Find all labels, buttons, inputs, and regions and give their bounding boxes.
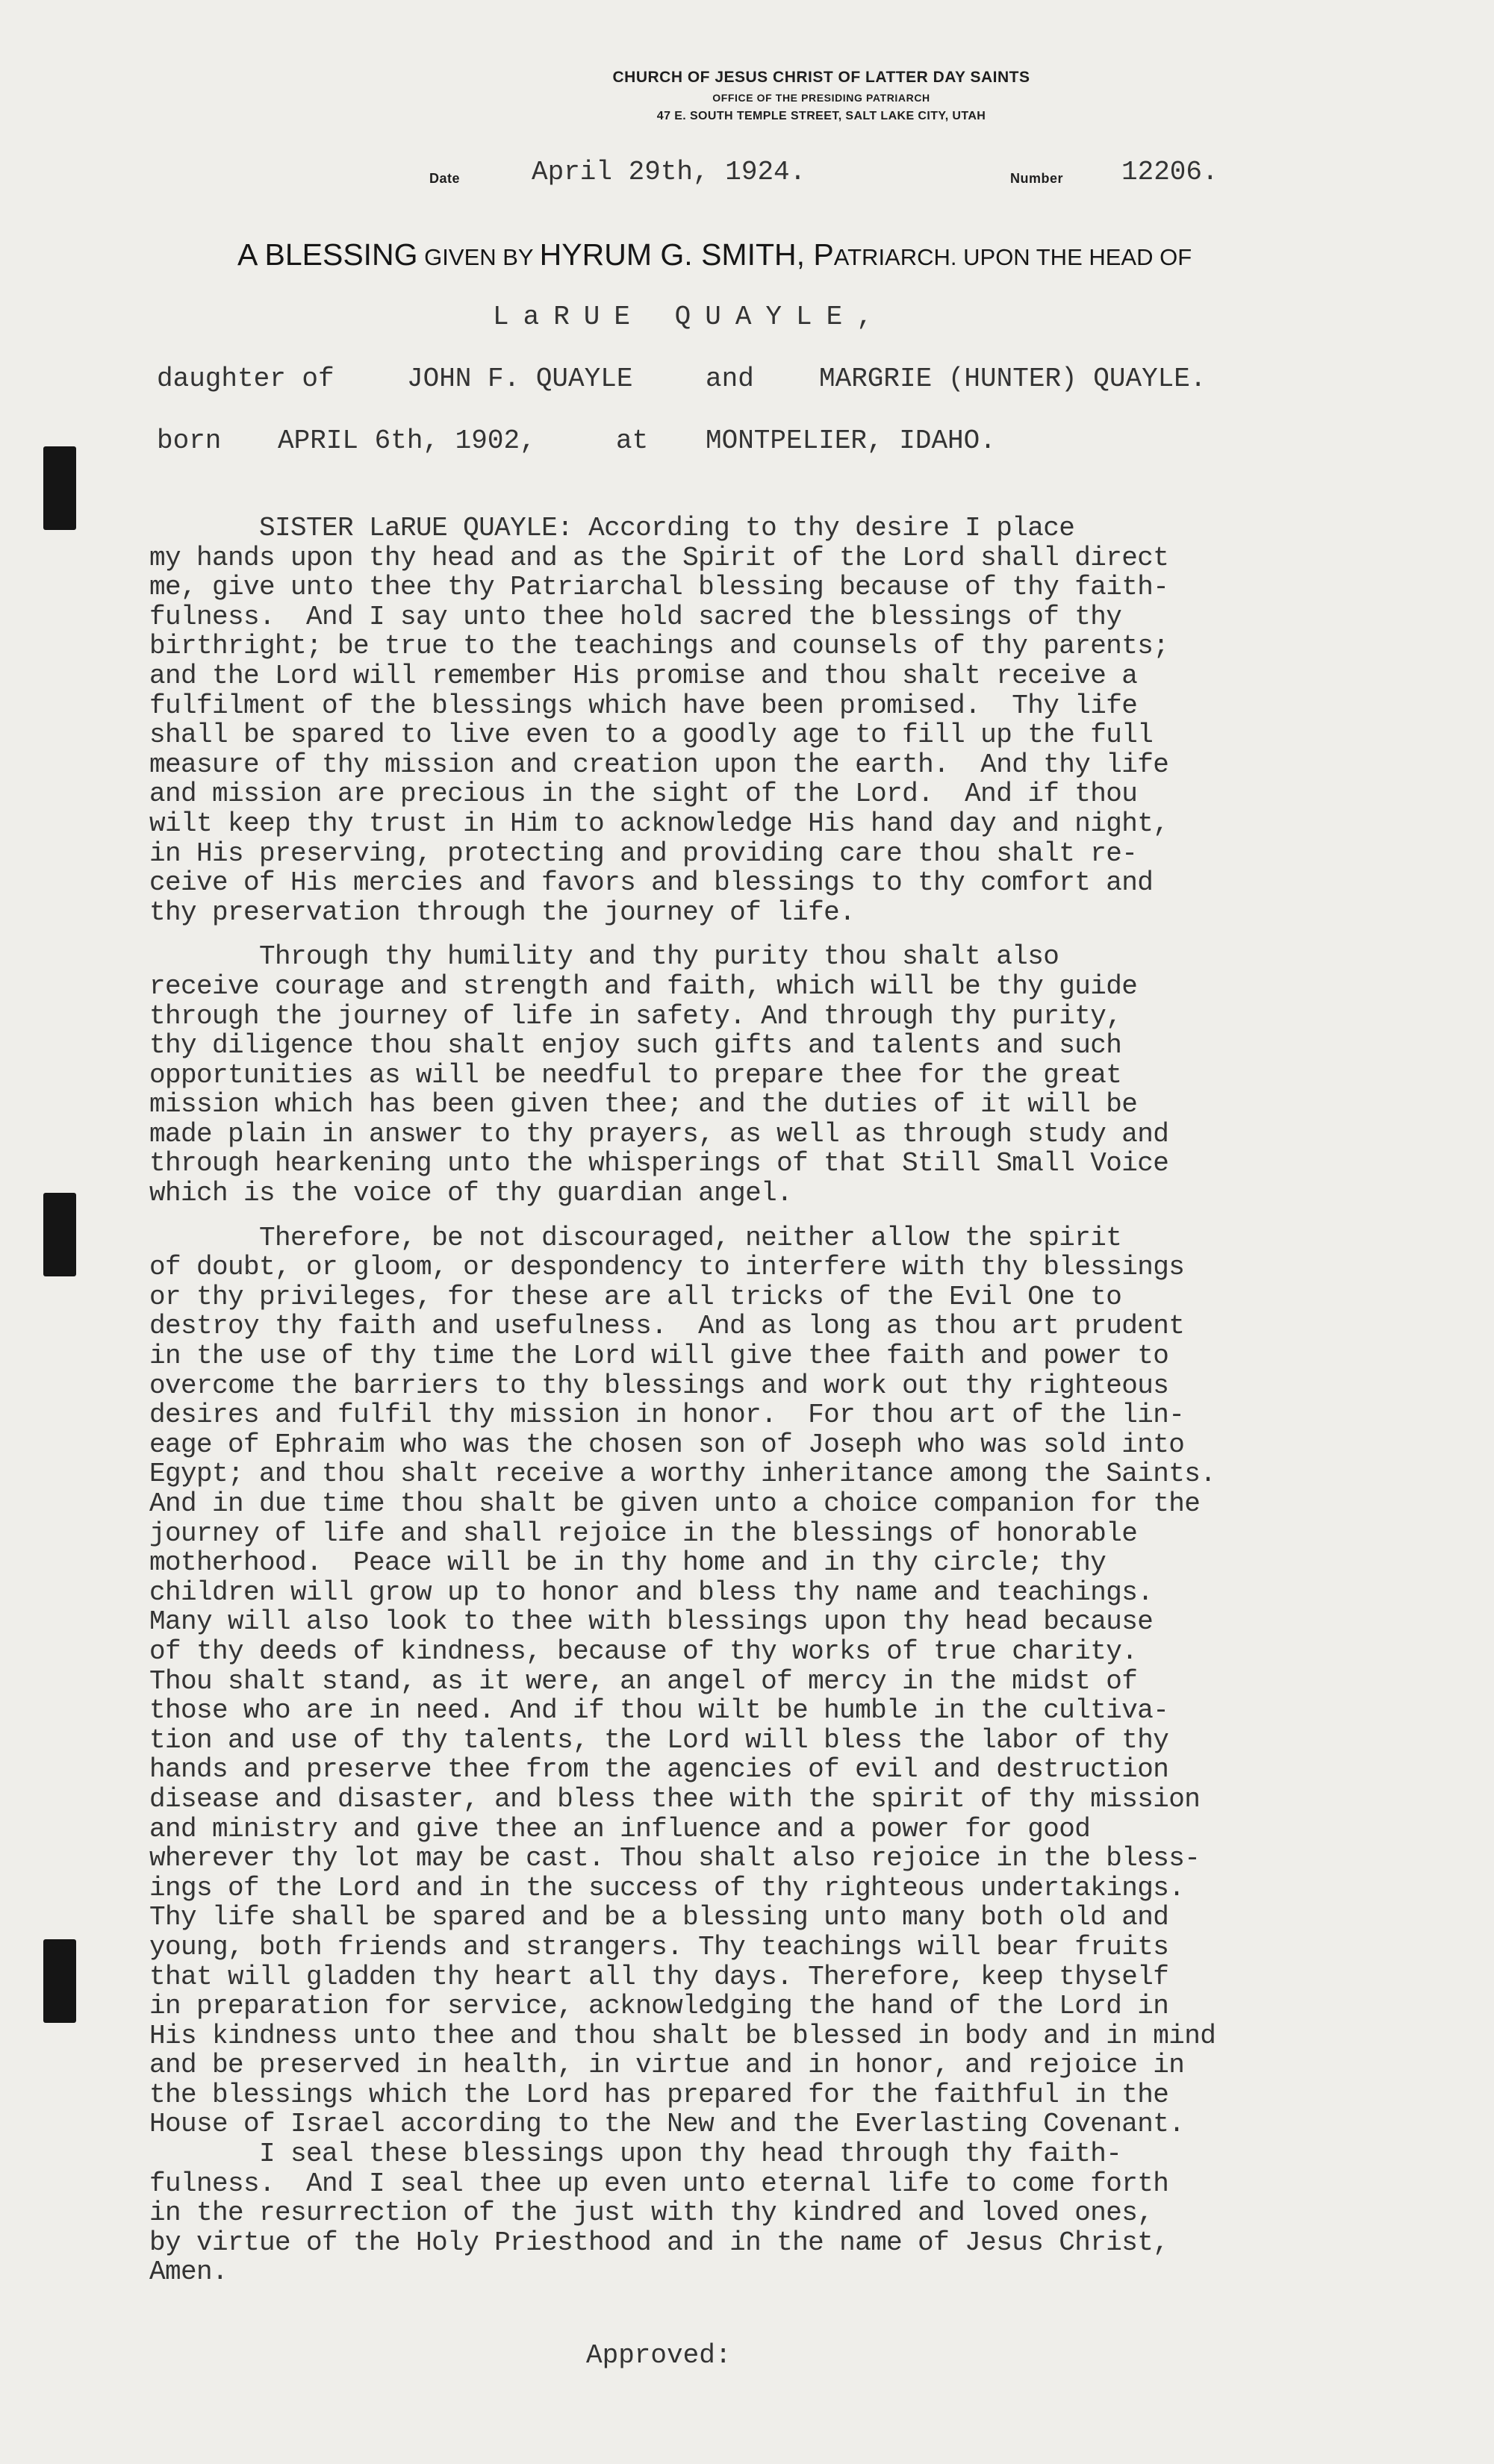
body-line: fulness. And I seal thee up even unto eternal life to come forth [149, 2168, 1169, 2199]
body-line: or thy privileges, for these are all tricks of the Evil One to [149, 1281, 1122, 1312]
body-line: through hearkening unto the whisperings of that Still Small Voice [149, 1148, 1169, 1179]
body-line: House of Israel according to the New and the Everlasting Covenant. [149, 2109, 1185, 2140]
body-line: His kindness unto thee and thou shalt be blessed in body and in mind [149, 2020, 1216, 2051]
body-line: overcome the barriers to thy blessings and work out thy righteous [149, 1370, 1169, 1401]
body-line: ceive of His mercies and favors and blessings to thy comfort and [149, 867, 1154, 899]
letterhead-office: OFFICE OF THE PRESIDING PATRIARCH [712, 92, 930, 104]
blessing-heading [237, 237, 1192, 272]
body-line: Through thy humility and thy purity thou shalt also [149, 941, 1059, 973]
body-line: shall be spared to live even to a goodly age to fill up the full [149, 720, 1154, 751]
body-line: Thy life shall be spared and be a blessing unto many both old and [149, 1902, 1169, 1933]
body-line: motherhood. Peace will be in thy home and in thy circle; thy [149, 1547, 1107, 1579]
body-line: mission which has been given thee; and the duties of it will be [149, 1089, 1138, 1120]
body-line: children will grow up to honor and bless thy name and teachings. [149, 1576, 1154, 1608]
date-label: Date [429, 171, 461, 186]
body-line: And in due time thou shalt be given unto a choice companion for the [149, 1488, 1201, 1519]
heading-a-blessing: A BLESSING [237, 237, 418, 272]
body-line [149, 1208, 1374, 1223]
punch-hole-bottom [43, 1939, 76, 2023]
body-line: SISTER LaRUE QUAYLE: According to thy desire I place [149, 513, 1075, 543]
body-line: wilt keep thy trust in Him to acknowledge His hand day and night, [149, 808, 1169, 839]
body-line: wherever thy lot may be cast. Thou shalt also rejoice in the bless- [149, 1843, 1201, 1874]
body-line: Amen. [149, 2256, 228, 2288]
body-line: young, both friends and strangers. Thy teachings will bear fruits [149, 1931, 1169, 1962]
birth-label: born [157, 425, 222, 456]
body-line: the blessings which the Lord has prepared for the faithful in the [149, 2079, 1169, 2110]
body-line: measure of thy mission and creation upon the earth. And thy life [149, 749, 1169, 780]
body-line: and the Lord will remember His promise and thou shalt receive a [149, 660, 1138, 691]
body-line: fulfilment of the blessings which have been promised. Thy life [149, 690, 1138, 721]
father-name: JOHN F. QUAYLE [407, 364, 633, 394]
body-line: which is the voice of thy guardian angel. [149, 1178, 793, 1209]
body-line [149, 927, 1374, 942]
body-line: journey of life and shall rejoice in the blessings of honorable [149, 1518, 1138, 1549]
body-line: and mission are precious in the sight of the Lord. And if thou [149, 779, 1138, 810]
body-line: and be preserved in health, in virtue and in honor, and rejoice in [149, 2050, 1185, 2081]
body-line: in preparation for service, acknowledging the hand of the Lord in [149, 1991, 1169, 2022]
body-line: that will gladden thy heart all thy days. Therefore, keep thyself [149, 1961, 1169, 1992]
body-line: and ministry and give thee an influence and a power for good [149, 1813, 1091, 1844]
body-line: hands and preserve thee from the agencies of evil and destruction [149, 1754, 1169, 1785]
body-line: thy preservation through the journey of life. [149, 896, 856, 928]
body-line: thy diligence thou shalt enjoy such gifts and talents and such [149, 1030, 1122, 1061]
number-label: Number [1010, 171, 1064, 186]
parents-label: daughter of [157, 364, 334, 394]
body-line: ings of the Lord and in the success of thy righteous undertakings. [149, 1872, 1185, 1903]
birth-place: MONTPELIER, IDAHO. [706, 425, 996, 456]
body-line: desires and fulfil thy mission in honor. For thou art of the lin- [149, 1400, 1185, 1431]
body-line: in His preserving, protecting and providing care thou shalt re- [149, 838, 1138, 869]
letterhead-organization: CHURCH OF JESUS CHRIST OF LATTER DAY SAINTS [612, 69, 1030, 86]
body-line: birthright; be true to the teachings and counsels of thy parents; [149, 631, 1169, 662]
body-line: Many will also look to thee with blessings upon thy head because [149, 1606, 1154, 1638]
body-line: I seal these blessings upon thy head through thy faith- [149, 2139, 1122, 2170]
number-value: 12206. [1121, 157, 1218, 187]
body-line: made plain in answer to thy prayers, as well as through study and [149, 1118, 1169, 1150]
body-line: by virtue of the Holy Priesthood and in the name of Jesus Christ, [149, 2227, 1169, 2258]
body-line: those who are in need. And if thou wilt be humble in the cultiva- [149, 1695, 1169, 1727]
body-line: tion and use of thy talents, the Lord will bless the labor of thy [149, 1724, 1169, 1756]
heading-patriarch-initial: P [805, 237, 834, 272]
body-line: Thou shalt stand, as it were, an angel of mercy in the midst of [149, 1665, 1138, 1697]
body-line: eage of Ephraim who was the chosen son of Joseph who was sold into [149, 1429, 1185, 1460]
mother-name: MARGRIE (HUNTER) QUAYLE. [819, 364, 1207, 394]
body-line: receive courage and strength and faith, which will be thy guide [149, 970, 1138, 1002]
heading-given-by: GIVEN BY [417, 244, 540, 270]
body-line: me, give unto thee thy Patriarchal blessing because of thy faith- [149, 572, 1169, 603]
body-line: of doubt, or gloom, or despondency to interfere with thy blessings [149, 1252, 1185, 1283]
body-line: in the use of thy time the Lord will give thee faith and power to [149, 1341, 1169, 1372]
body-line: in the resurrection of the just with thy kindred and loved ones, [149, 2198, 1154, 2229]
blessing-body [149, 514, 1374, 2287]
heading-patriarch-title: ATRIARCH [833, 244, 950, 270]
approved-label: Approved: [586, 2340, 732, 2371]
birth-date: APRIL 6th, 1902, [278, 425, 536, 456]
body-line: my hands upon thy head and as the Spirit of the Lord shall direct [149, 542, 1169, 573]
punch-hole-middle [43, 1193, 76, 1276]
heading-patriarch-name: HYRUM G. SMITH, [539, 237, 805, 272]
recipient-name: LaRUE QUAYLE, [493, 302, 887, 332]
punch-hole-top [43, 446, 76, 530]
body-line: destroy thy faith and usefulness. And as long as thou art prudent [149, 1311, 1185, 1342]
body-line: through the journey of life in safety. And through thy purity, [149, 1000, 1122, 1032]
body-line: of thy deeds of kindness, because of thy works of true charity. [149, 1635, 1138, 1667]
letterhead-address: 47 E. SOUTH TEMPLE STREET, SALT LAKE CITY, UTAH [656, 110, 986, 122]
body-line: fulness. And I say unto thee hold sacred the blessings of thy [149, 601, 1122, 632]
parents-and: and [706, 364, 754, 394]
date-value: April 29th, 1924. [532, 157, 806, 187]
body-line: Therefore, be not discouraged, neither allow the spirit [149, 1222, 1122, 1253]
birth-at: at [616, 425, 649, 456]
heading-upon-head: . UPON THE HEAD OF [950, 244, 1192, 270]
body-line: Egypt; and thou shalt receive a worthy inheritance among the Saints. [149, 1459, 1216, 1490]
body-line: opportunities as will be needful to prepare thee for the great [149, 1059, 1122, 1091]
body-line: disease and disaster, and bless thee with the spirit of thy mission [149, 1783, 1201, 1815]
